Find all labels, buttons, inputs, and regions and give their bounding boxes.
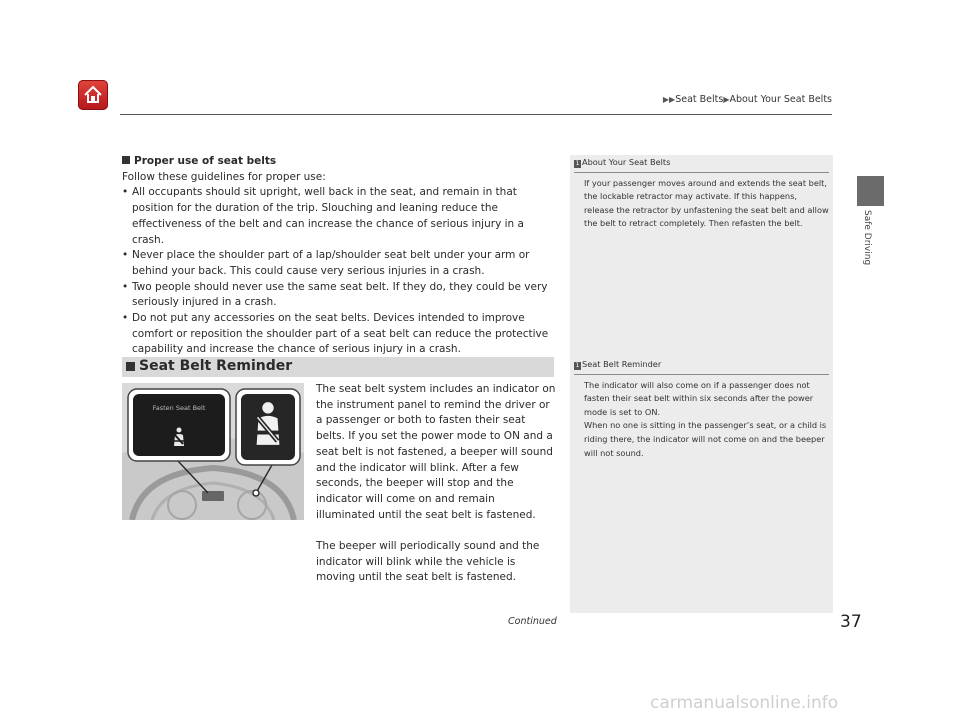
home-button[interactable]: [78, 80, 108, 110]
breadcrumb: ▶▶Seat Belts▶About Your Seat Belts: [662, 94, 832, 105]
note-about-seat-belts: [574, 156, 829, 231]
breadcrumb-item[interactable]: Seat Belts: [675, 94, 724, 105]
note-body: The indicator will also come on if a passenger does not fasten their seat belt within six seconds after the power mode is set to ON. When no one is sitting in the passenger’s seat, or a child is riding there, the indicator will not come on and the beeper will not sound.: [584, 379, 827, 458]
paragraph: The beeper will periodically sound and the indicator will blink while the vehicle is moving until the seat belt is fastened.: [316, 540, 540, 584]
dashboard-illustration: [122, 383, 304, 520]
list-item: • Do not put any accessories on the seat belts. Devices intended to improve comfort or reposition the shoulder part of a seat belt can reduce the protective capability and increase the chance of serious injury in a crash.: [122, 311, 554, 358]
intro-text: Follow these guidelines for proper use:: [122, 170, 326, 183]
home-icon: [82, 84, 104, 106]
header-rule: [120, 114, 832, 115]
note-title: 1 About Your Seat Belts: [574, 156, 829, 173]
list-item: • Two people should never use the same seat belt. If they do, they could be very seriously injured in a crash.: [122, 280, 554, 311]
note-title: 1 Seat Belt Reminder: [574, 358, 829, 375]
chapter-tab-label: Safe Driving: [862, 210, 872, 266]
proper-use-section: [122, 154, 554, 358]
page-number: 37: [840, 612, 862, 632]
watermark: carmanualsonline.info: [650, 693, 839, 713]
chapter-tab[interactable]: [860, 210, 874, 280]
seat-belt-icon: [169, 427, 189, 447]
guideline-list: [122, 185, 554, 358]
note-body: If your passenger moves around and extends the seat belt, the lockable retractor may activate. If this happens, release the retractor by unfastening the seat belt and allow the belt to retract completely. Then refasten the belt.: [584, 177, 829, 229]
continued-label: Continued: [508, 616, 557, 627]
paragraph: The seat belt system includes an indicator on the instrument panel to remind the driver or a passenger or both to fasten their seat belts. If you set the power mode to ON and a seat belt is not fastened, a beeper will sound and the indicator will blink. After a few seconds, the beeper will stop and the indicator will come on and remain illuminated until the seat belt is fastened.: [316, 383, 556, 521]
chapter-tab-marker: [857, 176, 884, 206]
section-header: [122, 357, 554, 377]
note-seat-belt-reminder: [574, 358, 829, 460]
section-title: Seat Belt Reminder: [139, 358, 293, 374]
list-item: • All occupants should sit upright, well back in the seat, and remain in that position for the duration of the trip. Slouching and leaning reduce the effectiveness of the belt and can increase the chance of serious injury in a crash.: [122, 185, 554, 248]
breadcrumb-item[interactable]: About Your Seat Belts: [729, 94, 832, 105]
seat-belt-icon: [249, 401, 287, 447]
display-message: Fasten Seat Belt: [152, 404, 206, 412]
subsection-heading: Proper use of seat belts: [122, 154, 554, 170]
list-item: • Never place the shoulder part of a lap/shoulder seat belt under your arm or behind your back. This could cause very serious injuries in a crash.: [122, 248, 554, 279]
reminder-text: [316, 382, 556, 586]
